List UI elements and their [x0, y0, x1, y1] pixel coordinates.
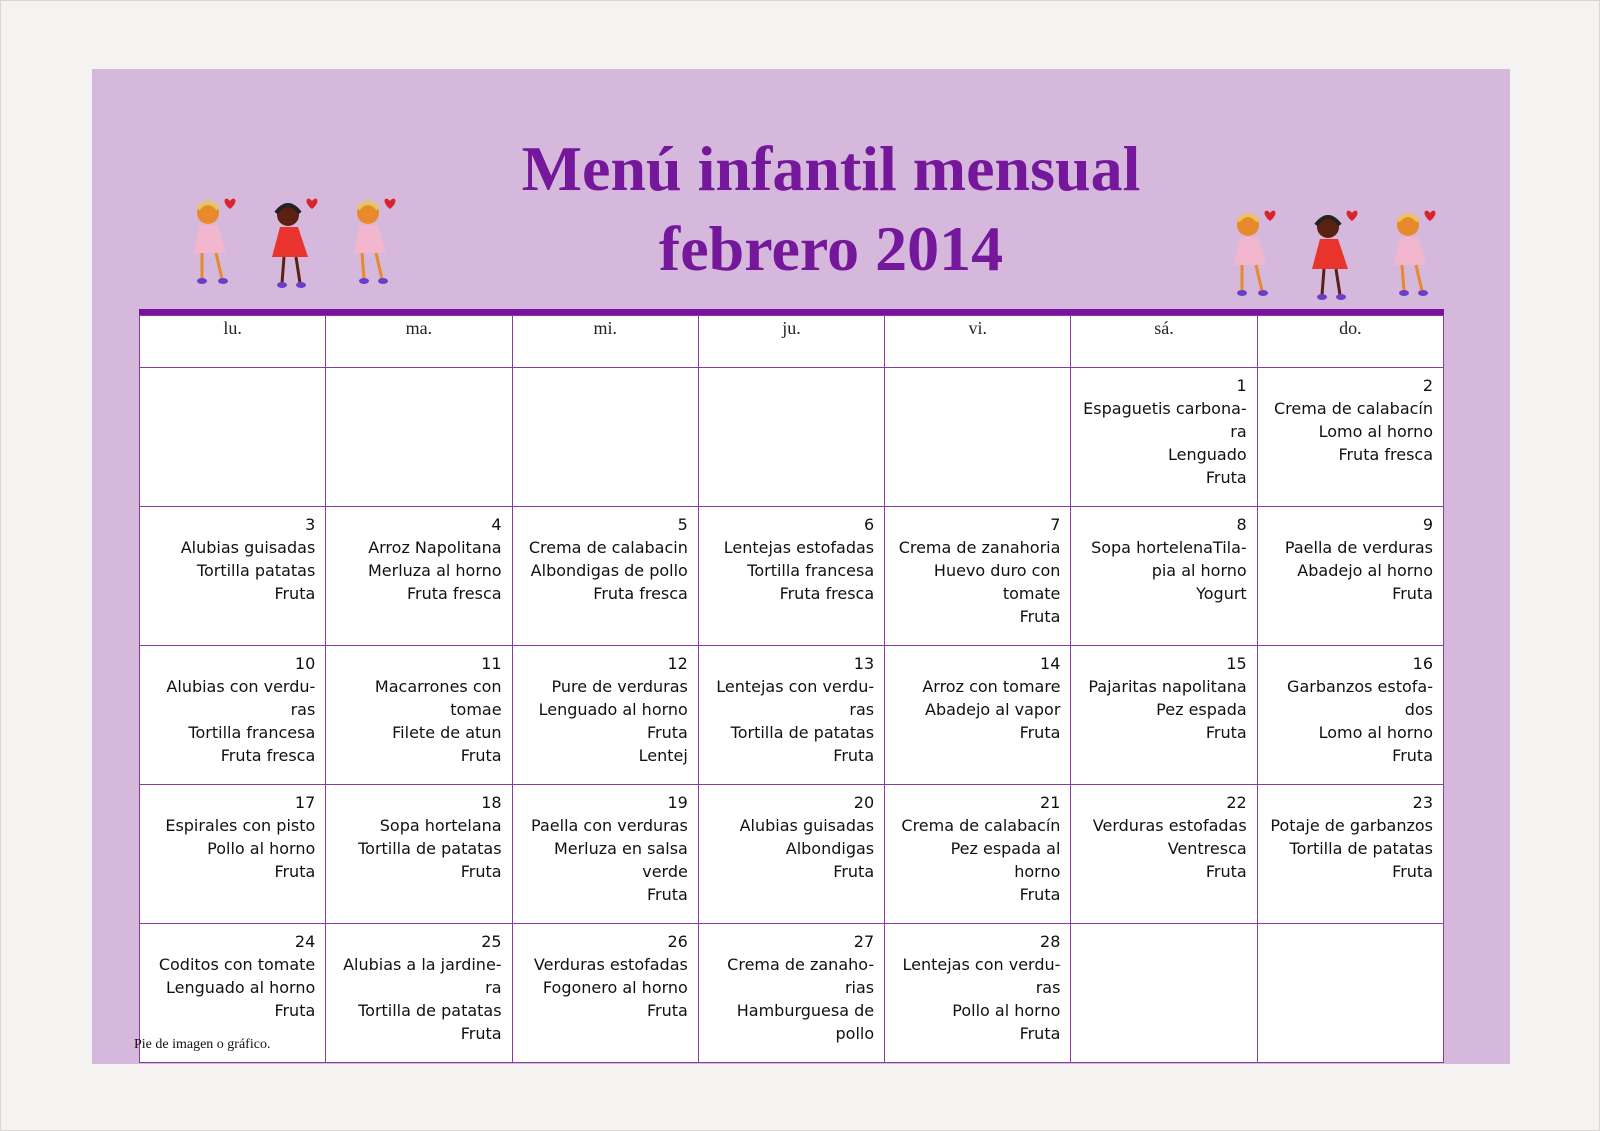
day-number: 13 [853, 654, 875, 673]
meal-line: pia al horno [1151, 561, 1247, 580]
weekday-header-row [140, 316, 1444, 368]
meal-line: Lomo al horno [1318, 422, 1433, 441]
day-number: 6 [863, 515, 875, 534]
week-row [140, 924, 1444, 1063]
meal-line: Pez espada al [950, 839, 1061, 858]
day-cell [512, 646, 698, 785]
day-cell [326, 507, 512, 646]
meal-line: Pollo al horno [207, 839, 316, 858]
day-cell [885, 785, 1071, 924]
day-cell [698, 646, 884, 785]
meal-line: Tortilla de patatas [1289, 839, 1433, 858]
meal-line: ra [485, 978, 502, 997]
meal-line: Merluza en salsa [553, 839, 688, 858]
meal-line: Crema de zanahoria [898, 538, 1061, 557]
meal-line: Paella con verduras [531, 816, 688, 835]
day-cell [1071, 785, 1257, 924]
day-cell [326, 646, 512, 785]
day-number: 20 [853, 793, 875, 812]
day-number: 22 [1226, 793, 1247, 812]
day-cell [140, 785, 326, 924]
meal-line: ra [1230, 422, 1247, 441]
day-number: 24 [294, 932, 316, 951]
meal-line: Potaje de garbanzos [1270, 816, 1433, 835]
meal-line: Macarrones con [374, 677, 502, 696]
meal-line: Fruta fresca [220, 746, 316, 765]
day-number: 27 [853, 932, 875, 951]
meal-line: horno [1014, 862, 1061, 881]
meal-line: Tortilla francesa [188, 723, 316, 742]
meal-line: Lentejas con verdu- [716, 677, 875, 696]
empty-day-cell [1071, 924, 1257, 1063]
meal-line: Crema de calabacín [1274, 399, 1433, 418]
meal-line: Arroz Napolitana [368, 538, 502, 557]
day-number: 18 [481, 793, 502, 812]
empty-day-cell [1257, 924, 1443, 1063]
day-number: 7 [1050, 515, 1061, 534]
day-number: 25 [481, 932, 502, 951]
meal-line: Garbanzos estofa- [1287, 677, 1433, 696]
meal-line: Crema de calabacin [528, 538, 688, 557]
meal-line: Fruta fresca [1338, 445, 1433, 464]
day-cell [1257, 785, 1443, 924]
meal-line: Alubias a la jardine- [343, 955, 502, 974]
meal-line: Fruta [833, 746, 875, 765]
day-number: 5 [677, 515, 688, 534]
meal-line: Verduras estofadas [533, 955, 688, 974]
meal-line: Tortilla francesa [747, 561, 875, 580]
meal-line: ras [1035, 978, 1061, 997]
meal-line: Lentej [638, 746, 688, 765]
meal-line: Fruta [1019, 885, 1061, 904]
meal-line: Fruta [274, 1001, 316, 1020]
meal-line: Sopa hortelana [379, 816, 502, 835]
day-cell [1071, 646, 1257, 785]
meal-line: Pure de verduras [551, 677, 688, 696]
week-row [140, 368, 1444, 507]
day-cell [140, 646, 326, 785]
meal-line: verde [642, 862, 688, 881]
weekday-header: lu. [140, 316, 326, 368]
day-number: 1 [1236, 376, 1247, 395]
day-cell [1071, 507, 1257, 646]
meal-line: Fruta [1205, 723, 1247, 742]
day-number: 15 [1226, 654, 1247, 673]
meal-line: Sopa hortelenaTila- [1091, 538, 1247, 557]
day-number: 26 [667, 932, 688, 951]
meal-line: tomae [450, 700, 502, 719]
week-row [140, 507, 1444, 646]
week-row [140, 785, 1444, 924]
weekday-header: vi. [885, 316, 1071, 368]
day-number: 14 [1040, 654, 1061, 673]
day-cell [885, 646, 1071, 785]
weekday-header: ju. [698, 316, 884, 368]
child-blonde-figure [1234, 211, 1275, 296]
meal-line: Alubias guisadas [180, 538, 316, 557]
meal-line: Fruta [647, 885, 688, 904]
day-cell [326, 924, 512, 1063]
meal-line: Fruta [1019, 723, 1061, 742]
meal-line: Fruta [274, 584, 316, 603]
day-cell [885, 924, 1071, 1063]
day-number: 9 [1422, 515, 1433, 534]
meal-line: Verduras estofadas [1092, 816, 1247, 835]
empty-day-cell [885, 368, 1071, 507]
meal-line: Pajaritas napolitana [1088, 677, 1247, 696]
weekday-header: do. [1257, 316, 1443, 368]
empty-day-cell [698, 368, 884, 507]
meal-line: Alubias con verdu- [166, 677, 316, 696]
meal-line: tomate [1002, 584, 1061, 603]
meal-line: Lenguado al horno [166, 978, 316, 997]
day-cell [698, 924, 884, 1063]
meal-line: ras [290, 700, 316, 719]
meal-line: dos [1404, 700, 1433, 719]
day-cell [140, 507, 326, 646]
day-number: 19 [667, 793, 688, 812]
day-number: 12 [667, 654, 688, 673]
meal-line: Lenguado [1168, 445, 1247, 464]
meal-line: Lomo al horno [1318, 723, 1433, 742]
meal-line: Fruta [833, 862, 875, 881]
day-cell [1257, 368, 1443, 507]
meal-line: Fruta fresca [593, 584, 688, 603]
meal-line: Tortilla de patatas [358, 1001, 502, 1020]
meal-line: Fruta [460, 862, 502, 881]
day-number: 10 [294, 654, 316, 673]
day-number: 21 [1040, 793, 1061, 812]
day-cell [512, 507, 698, 646]
meal-line: Albondigas de pollo [530, 561, 688, 580]
dancing-children-right-illustration [1220, 203, 1460, 313]
meal-line: Fruta [460, 1024, 502, 1043]
meal-line: Fruta [1205, 468, 1247, 487]
meal-line: Tortilla de patatas [358, 839, 502, 858]
day-number: 11 [481, 654, 502, 673]
meal-line: Merluza al horno [367, 561, 502, 580]
meal-line: Filete de atun [392, 723, 502, 742]
day-number: 2 [1422, 376, 1433, 395]
day-cell [885, 507, 1071, 646]
meal-line: Fruta [1019, 607, 1061, 626]
empty-day-cell [512, 368, 698, 507]
meal-line: Pez espada [1156, 700, 1247, 719]
meal-line: Arroz con tomare [922, 677, 1061, 696]
meal-line: Yogurt [1196, 584, 1247, 603]
meal-line: Paella de verduras [1284, 538, 1433, 557]
meal-line: Crema de zanaho- [727, 955, 875, 974]
meal-line: Huevo duro con [933, 561, 1061, 580]
meal-line: Lentejas estofadas [723, 538, 875, 557]
meal-line: Abadejo al vapor [925, 700, 1061, 719]
meal-line: Alubias guisadas [739, 816, 875, 835]
day-cell [326, 785, 512, 924]
weekday-header: ma. [326, 316, 512, 368]
meal-line: Ventresca [1167, 839, 1247, 858]
weekday-header: mi. [512, 316, 698, 368]
day-cell [1071, 368, 1257, 507]
meal-line: Fruta [1205, 862, 1247, 881]
meal-line: pollo [835, 1024, 875, 1043]
meal-line: rias [844, 978, 875, 997]
meal-line: Tortilla patatas [196, 561, 316, 580]
meal-line: Fruta [647, 1001, 688, 1020]
meal-line: Crema de calabacín [901, 816, 1061, 835]
meal-line: Fruta [274, 862, 316, 881]
day-number: 3 [305, 515, 316, 534]
meal-line: Fruta [1019, 1024, 1061, 1043]
meal-line: Espirales con pisto [165, 816, 316, 835]
title-line-1: Menú infantil mensual [521, 133, 1141, 204]
empty-day-cell [140, 368, 326, 507]
meal-line: Abadejo al horno [1297, 561, 1433, 580]
meal-line: Pollo al horno [952, 1001, 1061, 1020]
meal-line: Tortilla de patatas [730, 723, 875, 742]
menu-sheet [92, 69, 1510, 1064]
child-blonde-figure [1394, 211, 1435, 296]
day-number: 23 [1412, 793, 1433, 812]
week-row [140, 646, 1444, 785]
menu-calendar [139, 315, 1444, 1063]
meal-line: Hamburguesa de [736, 1001, 875, 1020]
child-dark-figure [1312, 211, 1357, 300]
meal-line: Lentejas con verdu- [902, 955, 1061, 974]
meal-line: Fogonero al horno [542, 978, 688, 997]
meal-line: ras [849, 700, 875, 719]
meal-line: Fruta [1392, 584, 1433, 603]
meal-line: Lenguado al horno [538, 700, 688, 719]
day-cell [1257, 646, 1443, 785]
title-line-2: febrero 2014 [658, 213, 1004, 284]
image-caption: Pie de imagen o gráfico. [134, 1037, 271, 1052]
meal-line: Fruta [1392, 862, 1433, 881]
meal-line: Fruta fresca [407, 584, 502, 603]
day-number: 8 [1236, 515, 1247, 534]
day-cell [698, 507, 884, 646]
day-cell [698, 785, 884, 924]
day-number: 4 [491, 515, 502, 534]
day-cell [1257, 507, 1443, 646]
meal-line: Fruta [1392, 746, 1433, 765]
meal-line: Fruta [460, 746, 502, 765]
empty-day-cell [326, 368, 512, 507]
meal-line: Fruta [647, 723, 688, 742]
day-number: 28 [1040, 932, 1061, 951]
day-number: 16 [1412, 654, 1433, 673]
day-number: 17 [294, 793, 316, 812]
day-cell [512, 924, 698, 1063]
meal-line: Espaguetis carbona- [1083, 399, 1247, 418]
weekday-header: sá. [1071, 316, 1257, 368]
meal-line: Fruta fresca [779, 584, 875, 603]
day-cell [512, 785, 698, 924]
meal-line: Coditos con tomate [158, 955, 316, 974]
meal-line: Albondigas [785, 839, 875, 858]
